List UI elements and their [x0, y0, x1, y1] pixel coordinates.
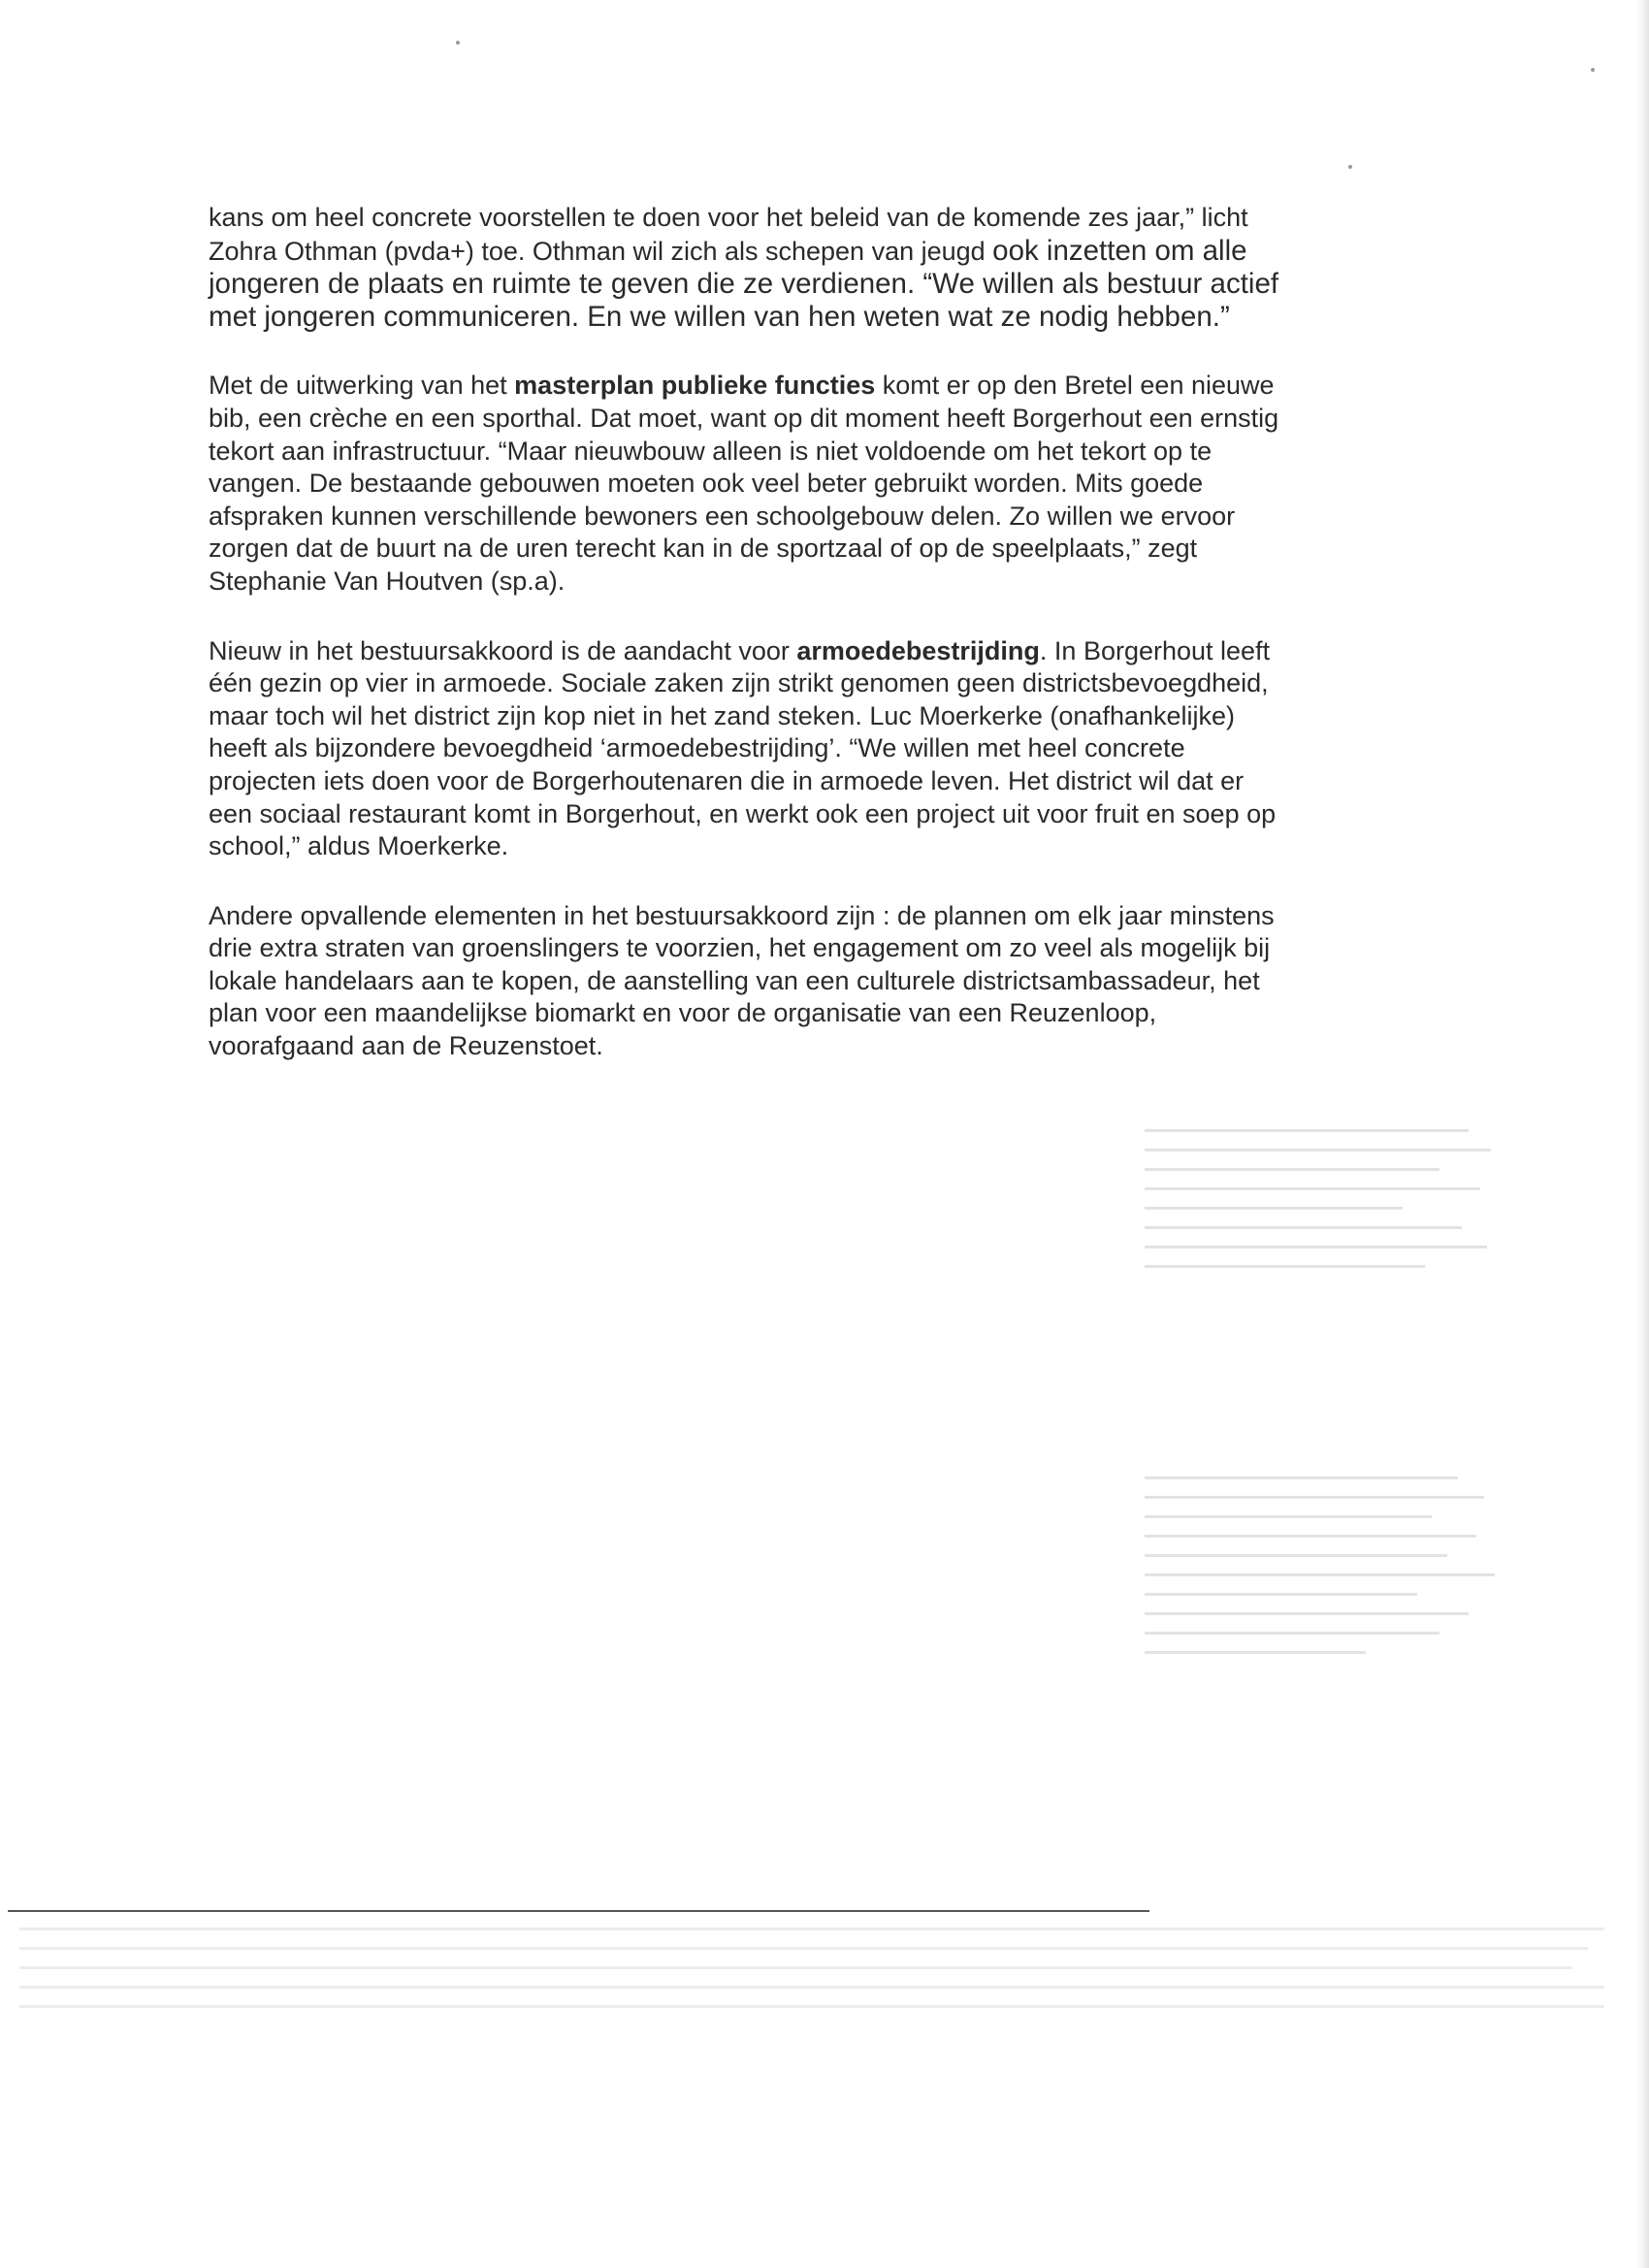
bold-term: masterplan publieke functies [514, 371, 876, 401]
paragraph-1 [209, 202, 1436, 333]
text-line: maar toch wil het district zijn kop niet in het zand steken. Luc Moerkerke (onafhankelijke) [209, 700, 1236, 730]
text-span: komt er op den Bretel een nieuwe [875, 371, 1275, 401]
article-body [209, 202, 1436, 1100]
text-span: Zohra Othman (pvda+) toe. Othman wil zich als schepen van jeugd [209, 236, 993, 266]
paragraph-2 [209, 370, 1436, 598]
bold-term: armoedebestrijding [796, 635, 1040, 665]
text-line: afspraken kunnen verschillende bewoners een schoolgebouw delen. Zo willen we ervoor [209, 501, 1236, 531]
text-line [209, 635, 1436, 668]
text-line: Andere opvallende elementen in het bestuursakkoord zijn : de plannen om elk jaar minstens [209, 900, 1275, 930]
text-line: heeft als bijzondere bevoegdheid ‘armoedebestrijding’. “We willen met heel concrete [209, 733, 1185, 763]
scan-speck [456, 41, 460, 45]
text-line: jongeren de plaats en ruimte te geven die ze verdienen. “We willen als bestuur actief [209, 268, 1279, 301]
scan-speck [1348, 165, 1352, 169]
text-span: ook inzetten om alle [992, 234, 1247, 267]
text-line: tekort aan infrastructuur. “Maar nieuwbouw alleen is niet voldoende om het tekort op te [209, 436, 1212, 466]
text-line [209, 235, 1436, 269]
show-through-bottom-text [19, 1916, 1620, 2086]
text-span: Met de uitwerking van het [209, 371, 515, 401]
text-line: voorafgaand aan de Reuzenstoet. [209, 1031, 603, 1061]
text-line: plan voor een maandelijkse biomarkt en voor de organisatie van een Reuzenloop, [209, 998, 1157, 1028]
text-line [209, 370, 1436, 403]
text-line: kans om heel concrete voorstellen te doen voor het beleid van de komende zes jaar,” licht [209, 203, 1248, 232]
footer-divider [8, 1910, 1149, 1912]
text-line: projecten iets doen voor de Borgerhoutenaren die in armoede leven. Het district wil dat er [209, 765, 1245, 795]
page-edge-shadow [1635, 0, 1649, 2268]
paragraph-3 [209, 635, 1436, 863]
show-through-column-top [1145, 1116, 1513, 1416]
scan-speck [1591, 68, 1595, 72]
text-span: . In Borgerhout leeft [1039, 635, 1271, 665]
paragraph-4 [209, 900, 1436, 1063]
text-line: lokale handelaars aan te kopen, de aanstelling van een culturele districtsambassadeur, het [209, 965, 1260, 995]
text-line: drie extra straten van groenslingers te voorzien, het engagement om zo veel als mogelijk bij [209, 933, 1271, 963]
text-line: één gezin op vier in armoede. Sociale zaken zijn strikt genomen geen districtsbevoegdheid, [209, 668, 1269, 698]
text-line: een sociaal restaurant komt in Borgerhout, en werkt ook een project uit voor fruit en soep op [209, 798, 1277, 828]
text-line: school,” aldus Moerkerke. [209, 831, 509, 861]
show-through-column-bottom [1145, 1463, 1513, 1851]
text-line: zorgen dat de buurt na de uren terecht kan in de sportzaal of op de speelplaats,” zegt [209, 534, 1198, 564]
text-line: Stephanie Van Houtven (sp.a). [209, 566, 566, 596]
text-line: met jongeren communiceren. En we willen van hen weten wat ze nodig hebben.” [209, 300, 1230, 333]
text-line: bib, een crèche en een sporthal. Dat moet, want op dit moment heeft Borgerhout een ernstig [209, 403, 1279, 433]
text-span: Nieuw in het bestuursakkoord is de aandacht voor [209, 635, 797, 665]
text-line: vangen. De bestaande gebouwen moeten ook veel beter gebruikt worden. Mits goede [209, 469, 1204, 499]
